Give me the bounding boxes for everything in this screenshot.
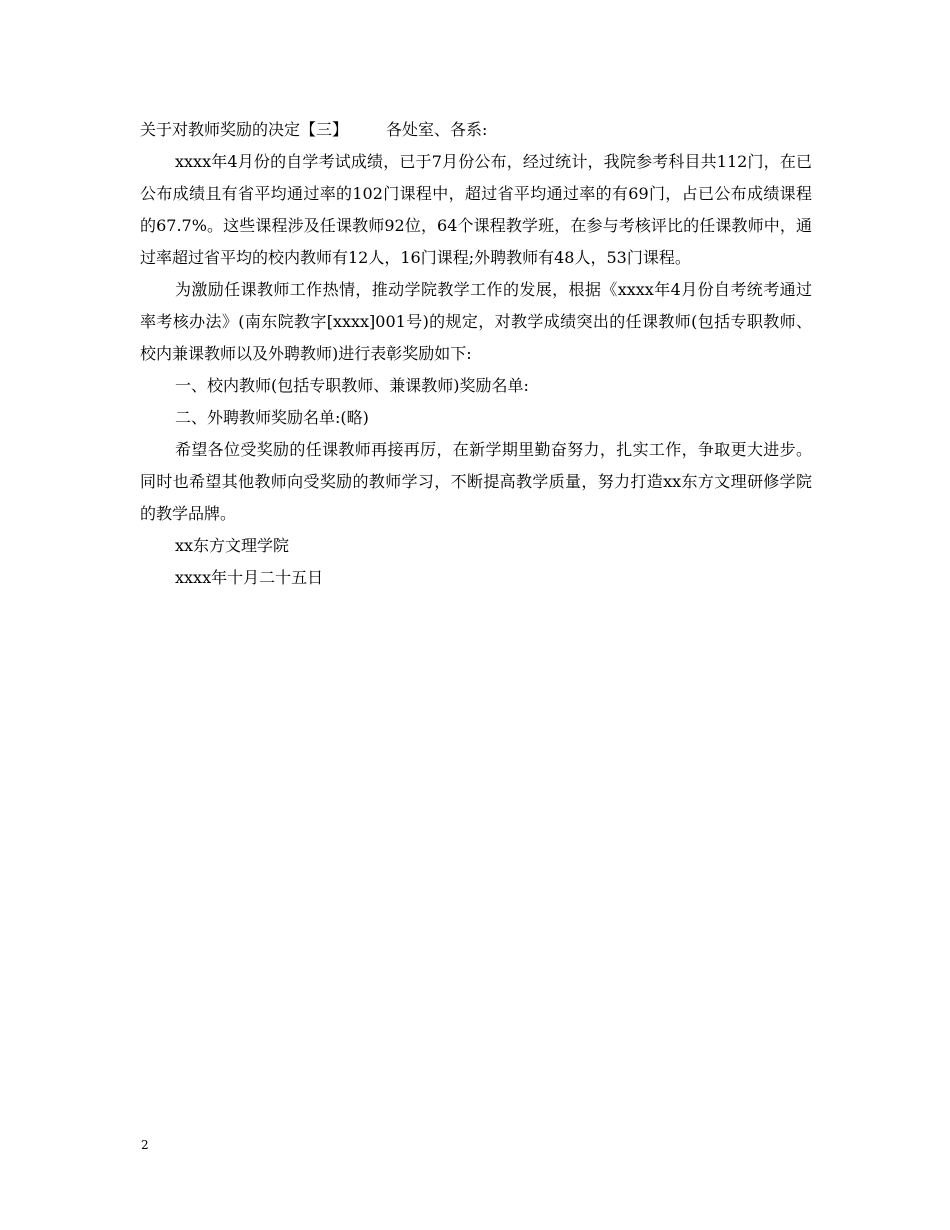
paragraph-encouragement: 希望各位受奖励的任课教师再接再厉，在新学期里勤奋努力，扎实工作，争取更大进步。同时也希望其他教师向受奖励的教师学习，不断提高教学质量，努力打造xx东方文理研修学院的教学品牌。 (140, 440, 812, 523)
document-body (140, 114, 812, 594)
document-title: 关于对教师奖励的决定【三】 (140, 120, 349, 139)
signature-date: xxxx年十月二十五日 (175, 568, 324, 587)
title-line (140, 114, 812, 146)
paragraph-exam-results: xxxx年4月份的自学考试成绩，已于7月份公布，经过统计，我院参考科目共112门，在已公布成绩且有省平均通过率的102门课程中，超过省平均通过率的有69门，占已公布成绩课程的67.7%。这些课程涉及任课教师92位，64个课程教学班，在参与考核评比的任课教师中，通过率超过省平均的校内教师有12人，16门课程;外聘教师有48人，53门课程。 (140, 152, 812, 267)
paragraph-external-list: 二、外聘教师奖励名单:(略) (175, 408, 369, 427)
signature-institution: xx东方文理学院 (175, 536, 290, 555)
recipient-line: 各处室、各系: (386, 120, 488, 139)
page-number: 2 (141, 1138, 149, 1152)
paragraph-internal-list: 一、校内教师(包括专职教师、兼课教师)奖励名单: (175, 376, 529, 395)
paragraph-commendation: 为激励任课教师工作热情，推动学院教学工作的发展，根据《xxxx年4月份自考统考通过率考核办法》(南东院教字[xxxx]001号)的规定，对教学成绩突出的任课教师(包括专职教师、校内兼课教师以及外聘教师)进行表彰奖励如下: (140, 280, 812, 363)
